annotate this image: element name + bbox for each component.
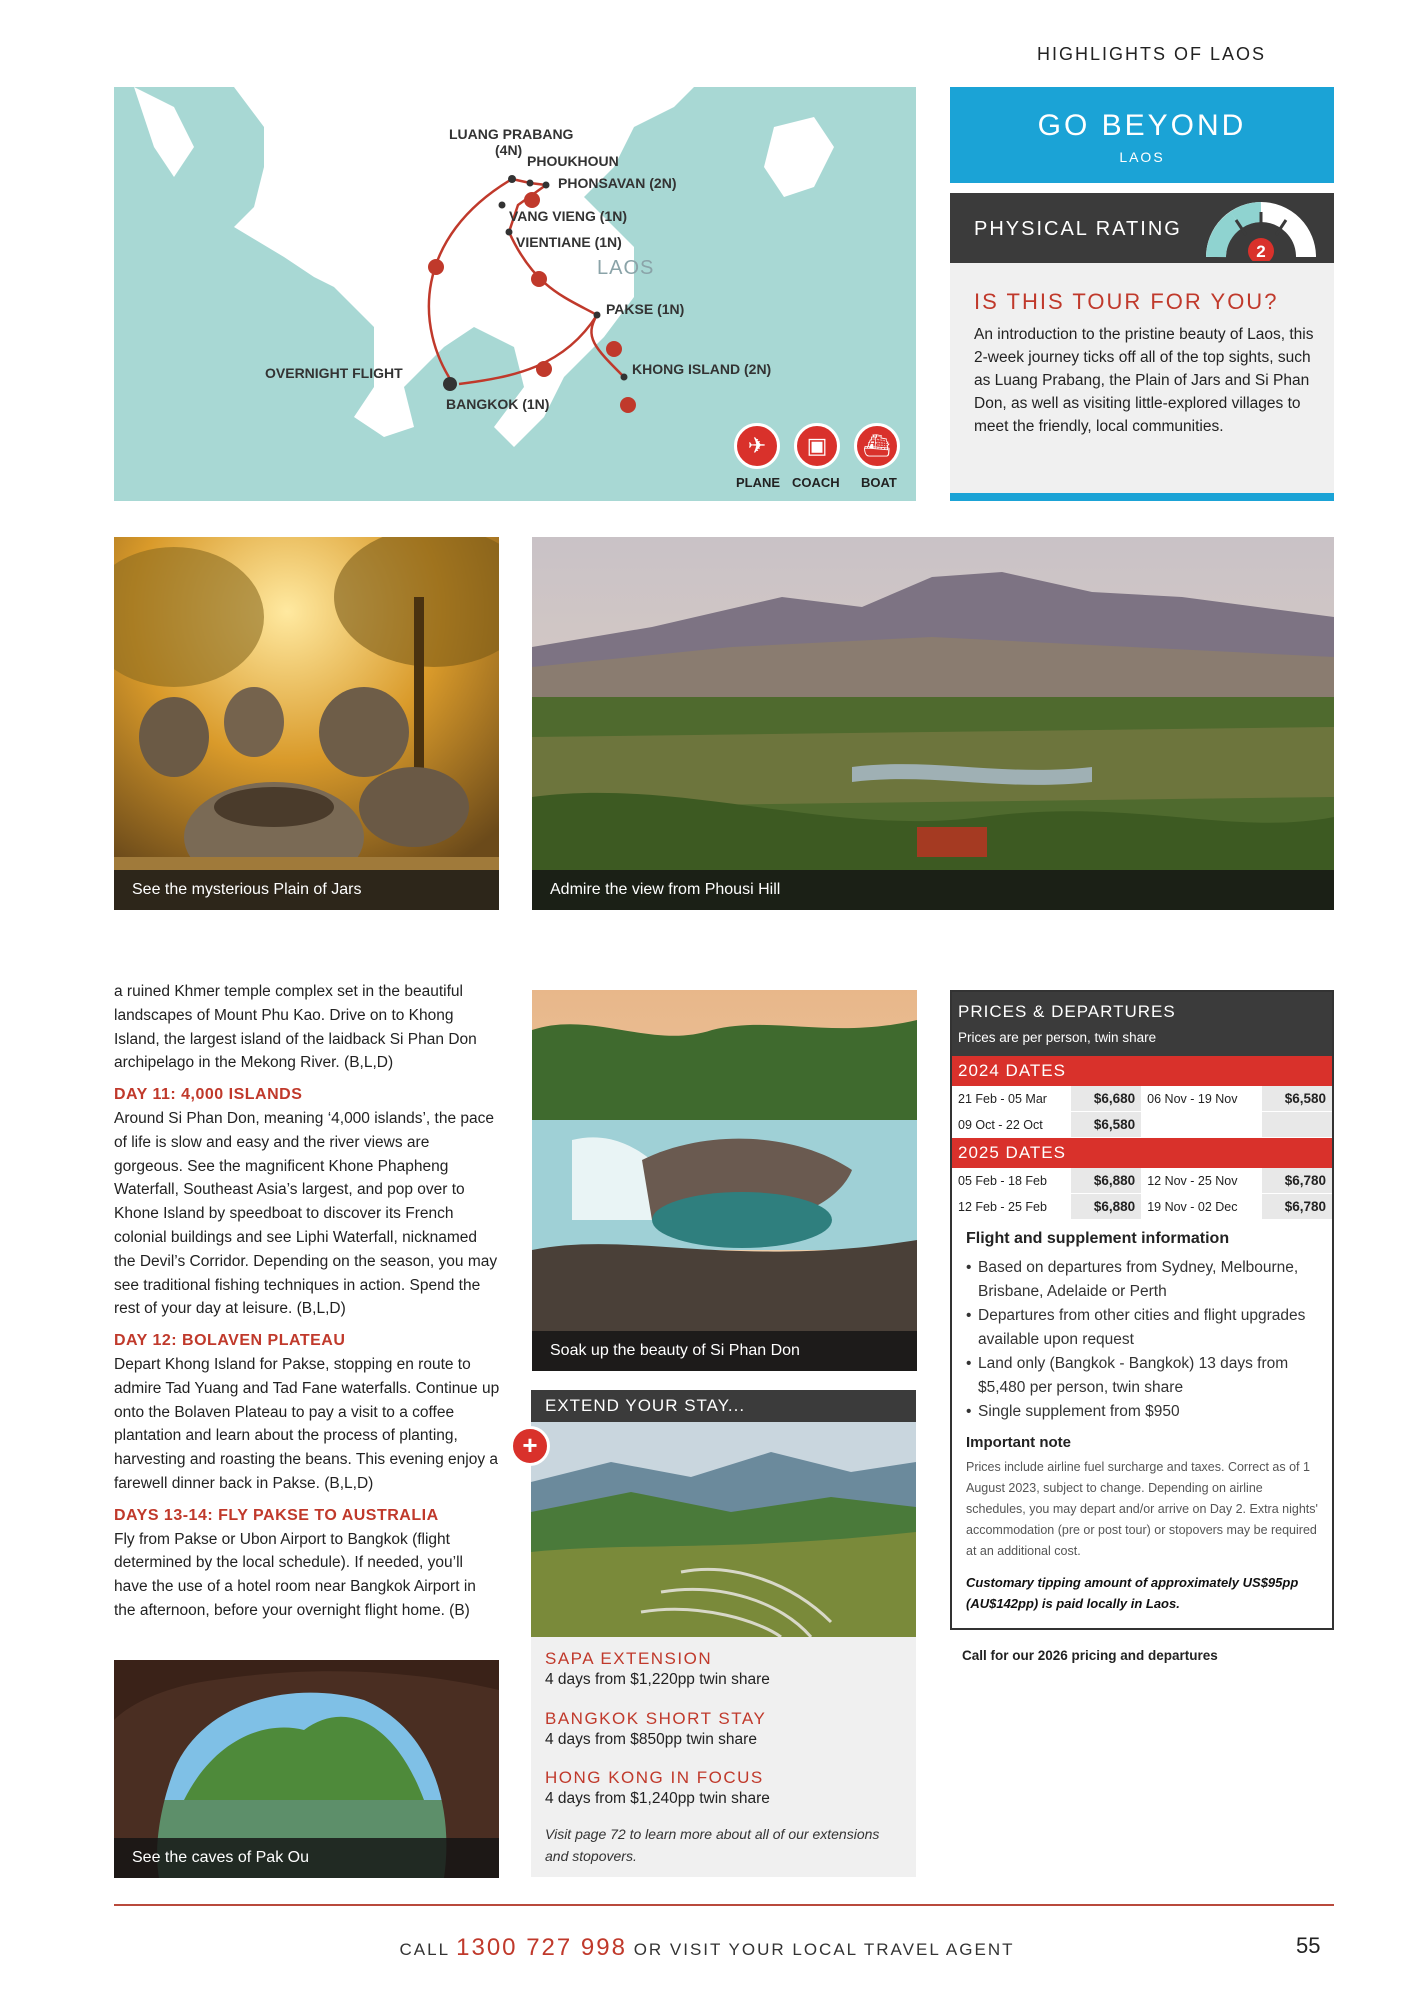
dot-phoukhoun — [527, 180, 534, 187]
dot-vang-vieng — [499, 202, 506, 209]
prices-panel — [950, 990, 1334, 1630]
itinerary-column — [114, 980, 500, 1631]
date: 12 Feb - 25 Feb — [952, 1194, 1071, 1220]
flight-info — [952, 1220, 1332, 1614]
extend-item-title: HONG KONG IN FOCUS — [545, 1768, 764, 1787]
date: 05 Feb - 18 Feb — [952, 1168, 1071, 1194]
dot-vientiane — [506, 229, 513, 236]
physical-rating-value: 2 — [1256, 242, 1266, 261]
extend-item — [545, 1649, 770, 1689]
extend-list — [531, 1637, 916, 1877]
go-beyond-banner — [950, 87, 1334, 183]
prices-heading: PRICES & DEPARTURES — [958, 1002, 1176, 1021]
price: $6,580 — [1262, 1086, 1332, 1112]
price: $6,580 — [1071, 1112, 1141, 1138]
marker-plane-2 — [531, 271, 547, 287]
marker-plane-3 — [536, 361, 552, 377]
extend-item-detail: 4 days from $1,220pp twin share — [545, 1671, 770, 1688]
date: 19 Nov - 02 Dec — [1141, 1194, 1262, 1220]
marker-coach — [524, 192, 540, 208]
list-item: • Land only (Bangkok - Bangkok) 13 days from $5,480 per person, twin share — [966, 1352, 1320, 1400]
itinerary-intro: a ruined Khmer temple complex set in the beautiful landscapes of Mount Phu Kao. Drive on to Khong Island, the largest island of the laidback Si Phan Don archipelago in the Mekong River. (B,L,D) — [114, 983, 477, 1072]
day-12-text: Depart Khong Island for Pakse, stopping en route to admire Tad Yuang and Tad Fane waterfalls. Continue up onto the Bolaven Plateau to pay a visit to a coffee plantation and learn about the process of planting, harvesting and roasting the beans. This evening enjoy a farewell dinner back in Pakse. (B,L,D) — [114, 1355, 500, 1492]
flight-heading: Flight and supplement information — [966, 1230, 1230, 1247]
price: $6,880 — [1071, 1168, 1141, 1194]
flight-list — [966, 1256, 1320, 1424]
table-row — [952, 1112, 1332, 1138]
map-land-2 — [134, 87, 194, 177]
day-11-text: Around Si Phan Don, meaning ‘4,000 islands’, the pace of life is slow and easy and the river views are gorgeous. See the magnificent Khone Phapheng Waterfall, Southeast Asia’s largest, and pop over to Khone Island by speedboat to discover its French colonial buildings and see Liphi Waterfall, nicknamed the Devil’s Corridor. Depending on the season, you may see traditional fishing techniques in action. Spend the rest of your day at leisure. (B,L,D) — [114, 1109, 498, 1318]
dates-table-2025 — [952, 1168, 1332, 1220]
photo-pak-ou — [114, 1660, 499, 1878]
coach-icon: ▣ — [794, 423, 840, 469]
footer-cta — [0, 1934, 1414, 1962]
footer-phone[interactable]: 1300 727 998 — [456, 1934, 627, 1961]
day-11-title: DAY 11: 4,000 ISLANDS — [114, 1086, 303, 1104]
label-luang-prabang: LUANG PRABANG — [449, 126, 574, 142]
plane-icon: ✈ — [734, 423, 780, 469]
extend-note: Visit page 72 to learn more about all of our extensions and stopovers. — [545, 1826, 880, 1864]
caption-plain-of-jars: See the mysterious Plain of Jars — [114, 870, 499, 910]
extend-item-detail: 4 days from $850pp twin share — [545, 1731, 757, 1748]
legend-plane: PLANE — [736, 475, 781, 490]
prices-header — [952, 992, 1332, 1056]
marker-boat — [620, 397, 636, 413]
map-island — [764, 117, 834, 197]
go-beyond-title: GO BEYOND — [1037, 109, 1247, 142]
dot-bangkok — [443, 377, 457, 391]
price: $6,880 — [1071, 1194, 1141, 1220]
date — [1141, 1112, 1262, 1138]
route-map — [114, 87, 916, 501]
table-row — [952, 1168, 1332, 1194]
tour-text: An introduction to the pristine beauty of Laos, this 2-week journey ticks off all of the top sights, such as Luang Prabang, the Plain of Jars and Si Phan Don, as well as visiting little-explored villages to meet the friendly, local communities. — [974, 326, 1314, 435]
dot-pakse — [594, 312, 601, 319]
plus-icon: + — [510, 1426, 550, 1466]
date: 12 Nov - 25 Nov — [1141, 1168, 1262, 1194]
tipping-note: Customary tipping amount of approximately US$95pp (AU$142pp) is paid locally in Laos. — [966, 1575, 1299, 1611]
label-khong-island: KHONG ISLAND (2N) — [632, 361, 772, 377]
label-bangkok: BANGKOK (1N) — [446, 396, 550, 412]
footer-rest: OR VISIT YOUR LOCAL TRAVEL AGENT — [633, 1940, 1015, 1959]
caption-phousi-hill: Admire the view from Phousi Hill — [532, 870, 1334, 910]
date: 21 Feb - 05 Mar — [952, 1086, 1071, 1112]
photo-plain-of-jars — [114, 537, 499, 910]
dot-khong — [621, 374, 628, 381]
boat-icon: ⛴ — [854, 423, 900, 469]
marker-plane — [428, 259, 444, 275]
tour-heading: IS THIS TOUR FOR YOU? — [974, 289, 1279, 314]
physical-rating-label: PHYSICAL RATING — [974, 218, 1182, 240]
footer-call: CALL — [399, 1940, 450, 1959]
label-vang-vieng: VANG VIENG (1N) — [509, 208, 627, 224]
list-item: • Departures from other cities and flight upgrades available upon request — [966, 1304, 1320, 1352]
call-2026-note: Call for our 2026 pricing and departures — [962, 1648, 1218, 1663]
tour-intro-box — [950, 263, 1334, 501]
date: 09 Oct - 22 Oct — [952, 1112, 1071, 1138]
photo-sapa-rice-terraces — [531, 1422, 916, 1637]
dates-table-2024 — [952, 1086, 1332, 1138]
day-12-title: DAY 12: BOLAVEN PLATEAU — [114, 1332, 346, 1350]
label-laos: LAOS — [597, 257, 655, 279]
marker-coach-2 — [606, 341, 622, 357]
list-item: • Single supplement from $950 — [966, 1400, 1320, 1424]
extend-item — [545, 1768, 770, 1808]
photo-phousi-hill — [532, 537, 1334, 910]
footer-divider — [114, 1904, 1334, 1906]
date: 06 Nov - 19 Nov — [1141, 1086, 1262, 1112]
year-2025: 2025 DATES — [952, 1138, 1332, 1168]
days-13-14-title: DAYS 13-14: FLY PAKSE TO AUSTRALIA — [114, 1506, 439, 1524]
legend-coach: COACH — [792, 475, 840, 490]
days-13-14-text: Fly from Pakse or Ubon Airport to Bangkok (flight determined by the local schedule). If needed, you’ll have the use of a hotel room near Bangkok Airport in the afternoon, before your overnight flight home. (B) — [114, 1530, 476, 1619]
dot-luang-prabang — [508, 175, 516, 183]
label-luang-prabang-nights: (4N) — [495, 142, 523, 158]
label-overnight-flight: OVERNIGHT FLIGHT — [265, 365, 403, 381]
extend-item — [545, 1709, 766, 1749]
page-number: 55 — [1296, 1933, 1321, 1958]
extend-item-title: SAPA EXTENSION — [545, 1649, 713, 1668]
important-text: Prices include airline fuel surcharge and taxes. Correct as of 1 August 2023, subject to change. Depending on airline schedules, you may depart and/or arrive on Day 2. Extra nights' accommodation (pre or post tour) or stopovers may be required at an additional cost. — [966, 1460, 1318, 1558]
label-phoukhoun: PHOUKHOUN — [527, 153, 619, 169]
extend-item-title: BANGKOK SHORT STAY — [545, 1709, 767, 1728]
caption-si-phan-don: Soak up the beauty of Si Phan Don — [532, 1331, 917, 1371]
table-row — [952, 1194, 1332, 1220]
prices-subheading: Prices are per person, twin share — [958, 1030, 1157, 1045]
caption-pak-ou: See the caves of Pak Ou — [114, 1838, 499, 1878]
table-row — [952, 1086, 1332, 1112]
photo-si-phan-don — [532, 990, 917, 1371]
label-pakse: PAKSE (1N) — [606, 301, 685, 317]
extend-item-detail: 4 days from $1,240pp twin share — [545, 1790, 770, 1807]
dot-phonsavan — [543, 182, 550, 189]
section-title: HIGHLIGHTS OF LAOS — [1037, 44, 1267, 64]
go-beyond-country: LAOS — [1119, 149, 1165, 165]
list-item: • Based on departures from Sydney, Melbourne, Brisbane, Adelaide or Perth — [966, 1256, 1320, 1304]
important-heading: Important note — [966, 1434, 1071, 1451]
legend-boat: BOAT — [861, 475, 897, 490]
rating-gauge-icon — [1206, 201, 1316, 261]
price — [1262, 1112, 1332, 1138]
price: $6,680 — [1071, 1086, 1141, 1112]
label-vientiane: VIENTIANE (1N) — [516, 234, 622, 250]
label-phonsavan: PHONSAVAN (2N) — [558, 175, 677, 191]
extend-heading: EXTEND YOUR STAY... — [531, 1390, 916, 1422]
price: $6,780 — [1262, 1194, 1332, 1220]
price: $6,780 — [1262, 1168, 1332, 1194]
year-2024: 2024 DATES — [952, 1056, 1332, 1086]
physical-rating-bar — [950, 193, 1334, 263]
